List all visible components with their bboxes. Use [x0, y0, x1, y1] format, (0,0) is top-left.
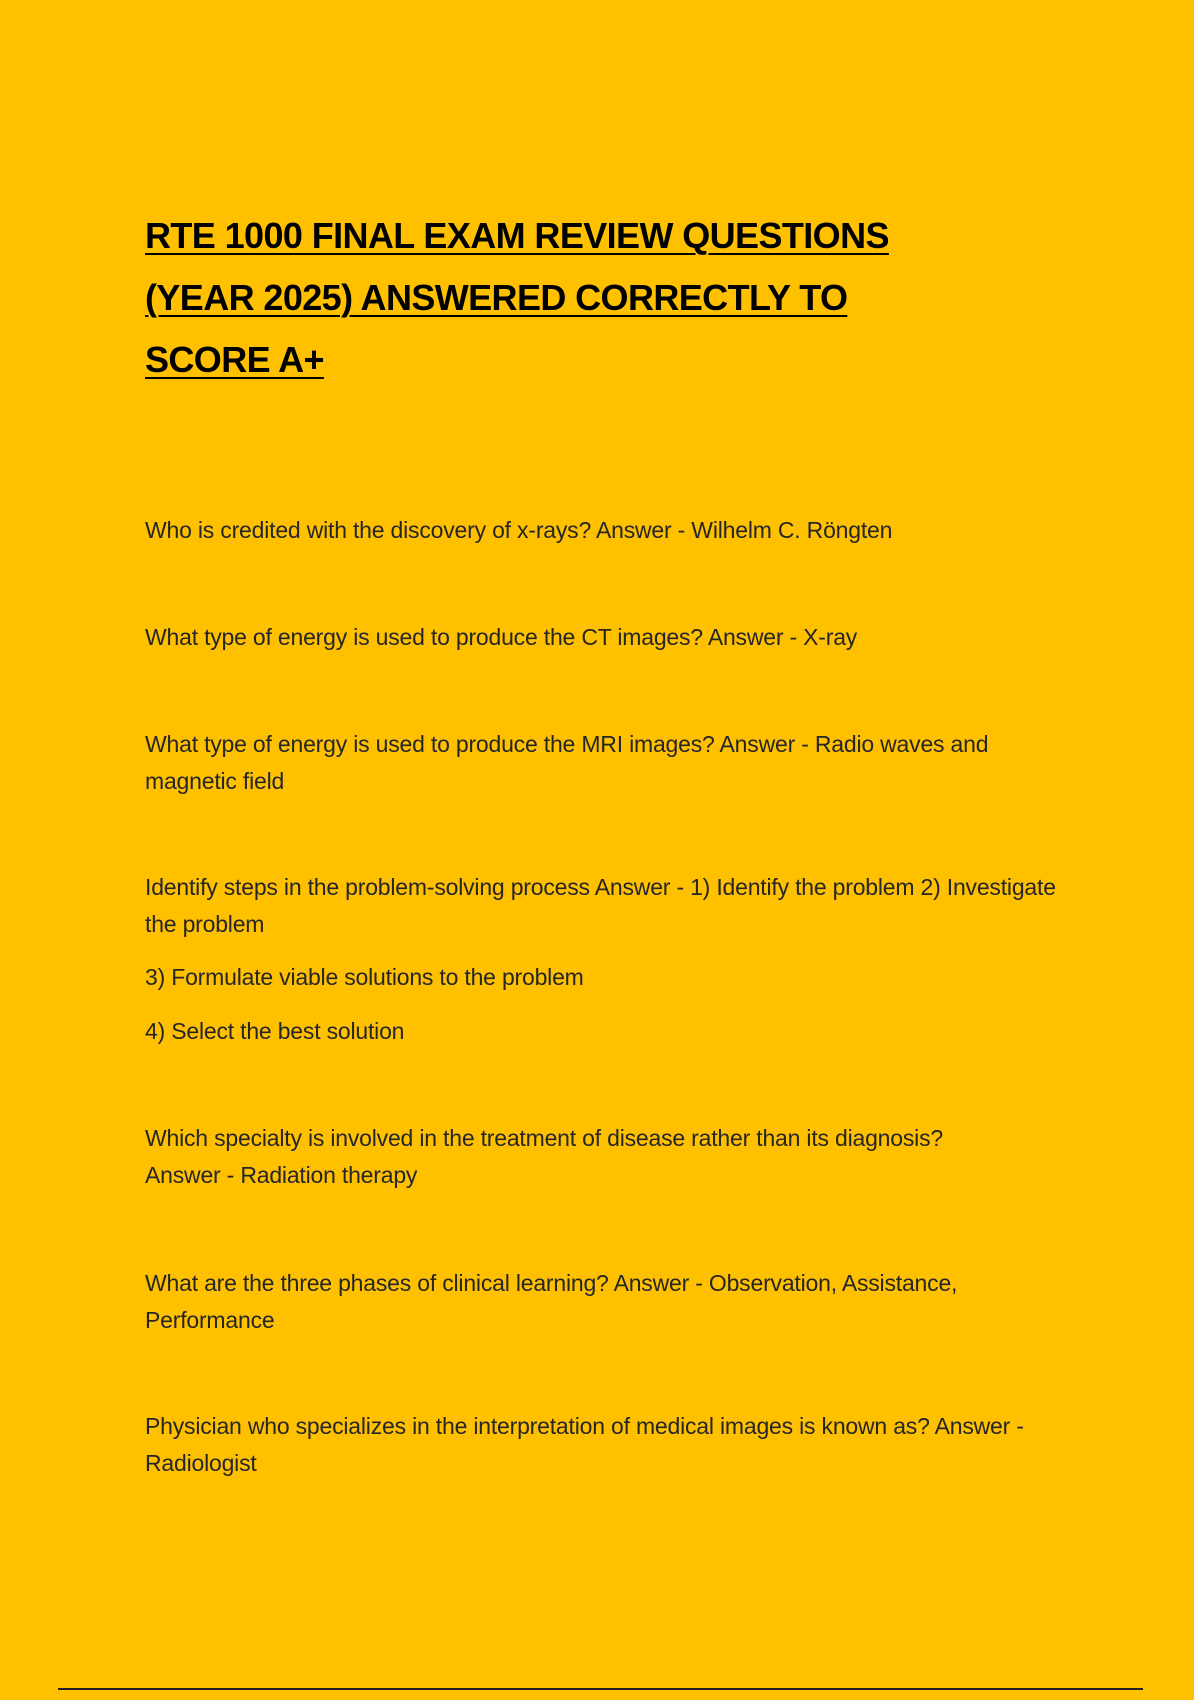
document-title [145, 205, 1075, 391]
qa-text: Which specialty is involved in the treatment of disease rather than its diagnosis? Answer - Radiation therapy [145, 1125, 943, 1188]
title-line: RTE 1000 FINAL EXAM REVIEW QUESTIONS [145, 215, 889, 256]
bottom-rule [58, 1688, 1143, 1690]
answer-step: 3) Formulate viable solutions to the problem [145, 964, 584, 990]
qa-item [145, 726, 1025, 800]
qa-text: What type of energy is used to produce the CT images? Answer - X-ray [145, 624, 858, 650]
qa-item [145, 619, 1075, 656]
qa-text: What are the three phases of clinical learning? Answer - Observation, Assistance, Performance [145, 1270, 958, 1333]
answer-step: 4) Select the best solution [145, 1018, 405, 1044]
qa-text: What type of energy is used to produce the MRI images? Answer - Radio waves and magnetic field [145, 731, 989, 794]
qa-item [145, 1408, 1050, 1482]
title-line: SCORE A+ [145, 339, 324, 380]
qa-item [145, 1265, 1005, 1339]
title-block [145, 205, 1075, 391]
qa-text: Who is credited with the discovery of x-rays? Answer - Wilhelm C. Röngten [145, 517, 893, 543]
qa-item [145, 512, 1075, 549]
title-line: (YEAR 2025) ANSWERED CORRECTLY TO [145, 277, 848, 318]
qa-item [145, 869, 1070, 943]
qa-text: Identify steps in the problem-solving process Answer - 1) Identify the problem 2) Investigate the problem [145, 874, 1056, 937]
qa-item [145, 1120, 1010, 1194]
page-edge [1194, 0, 1200, 1700]
qa-text: Physician who specializes in the interpretation of medical images is known as? Answer - Radiologist [145, 1413, 1024, 1476]
